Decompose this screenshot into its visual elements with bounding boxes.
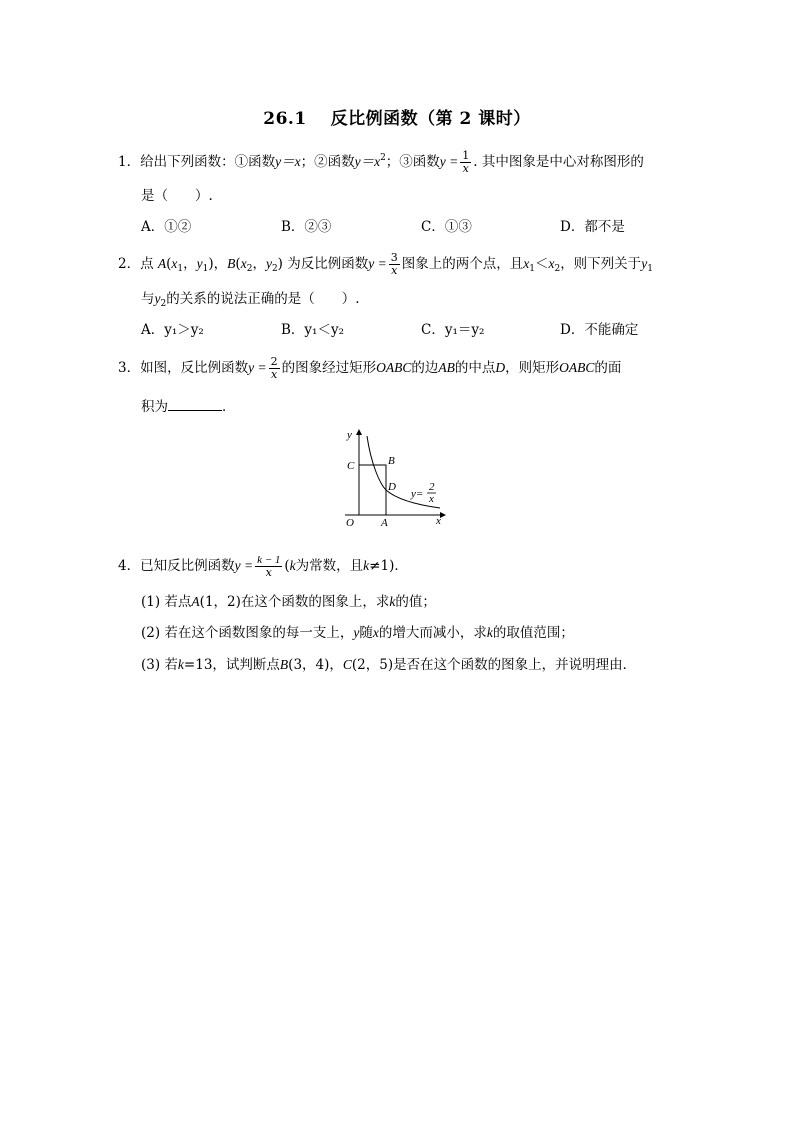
q2-text: 为反比例函数 — [287, 256, 369, 272]
var-x: x — [240, 256, 247, 271]
q1-text: 给出下列函数：①函数 — [140, 154, 276, 170]
fraction-numerator: 2 — [270, 355, 278, 368]
fraction-denominator: x — [270, 368, 278, 381]
q1-func3-lhs: y = — [439, 154, 459, 169]
rectangle-oabc — [359, 465, 386, 515]
q2-option-c: C．y₁＝y₂ — [421, 322, 485, 338]
point-b: B — [279, 657, 289, 672]
curve-label-lhs: y= — [411, 488, 424, 500]
q1-option-c: C．①③ — [421, 219, 472, 235]
label-c: C — [347, 460, 355, 472]
q1-line2: 是（ ）. — [141, 188, 213, 204]
fraction-numerator: k − 1 — [257, 554, 281, 566]
subscript: 1 — [647, 264, 653, 274]
var-y: y — [265, 256, 272, 271]
subscript: 1 — [202, 264, 209, 274]
q4-text: (1) 若点 — [141, 594, 192, 610]
label-a: A — [381, 517, 388, 529]
q2-line2 — [141, 289, 360, 314]
rect-name: OABC — [559, 360, 595, 375]
q3-number: 3． — [118, 360, 141, 376]
var-y: y — [641, 256, 648, 271]
q4-text: (2) 若在这个函数图象的每一支上， — [141, 625, 354, 641]
q1-func1: y＝x — [275, 154, 301, 169]
q3-text: ． — [222, 399, 236, 415]
label-x: x — [436, 515, 441, 527]
var-x: x — [372, 625, 379, 640]
q3-line1 — [118, 356, 621, 381]
var-y: y — [154, 291, 161, 306]
q1-option-d: D．都不是 — [560, 219, 625, 235]
q4-text: 的增大而减小，求 — [378, 625, 487, 641]
q4-func-lhs: y = — [234, 558, 254, 573]
q2-text: 与 — [141, 291, 155, 307]
q3-text: 积为 — [141, 399, 168, 415]
point-d: D — [495, 360, 506, 375]
q4-text: ( — [284, 558, 290, 574]
q3-text: 如图，反比例函数 — [140, 360, 249, 376]
answer-blank — [168, 396, 222, 411]
q3-fraction — [269, 356, 280, 381]
q4-text: 为常数，且 — [295, 558, 364, 574]
q2-option-d: D．不能确定 — [560, 322, 639, 338]
q4-part3 — [141, 655, 636, 675]
q3-text: 的图象经过矩形 — [281, 360, 377, 376]
less-than: ＜ — [534, 256, 549, 272]
point-b: B — [227, 256, 236, 271]
q1-option-b: B．②③ — [281, 219, 332, 235]
subscript: 2 — [246, 264, 253, 274]
q1-exponent: 2 — [380, 153, 386, 163]
side-name: AB — [438, 360, 455, 375]
q4-text: 已知反比例函数 — [140, 558, 235, 574]
point-a: A — [191, 594, 200, 609]
var-k: k — [363, 558, 370, 573]
label-b: B — [388, 455, 395, 467]
var-k: k — [289, 558, 296, 573]
fraction-denominator: x — [391, 264, 398, 277]
curve-label-den: x — [429, 493, 434, 505]
q4-text: (2，5)是否在这个函数的图象上，并说明理由． — [351, 657, 637, 673]
label-y: y — [347, 429, 352, 441]
page-title: 26.1 反比例函数（第 2 课时） — [263, 109, 531, 129]
q3-text: 的中点 — [454, 360, 496, 376]
fraction-numerator: 1 — [462, 149, 470, 162]
q4-text: =13，试判断点 — [183, 657, 280, 673]
q2-fraction — [389, 252, 400, 277]
q2-option-b: B．y₁＜y₂ — [281, 322, 344, 338]
q2-text: 点 — [140, 256, 154, 272]
q4-text: 的值； — [395, 594, 436, 610]
q1-text: . 其中图象是中心对称图形的 — [473, 154, 644, 170]
q3-text: 的面 — [594, 360, 622, 376]
var-y: y — [353, 625, 360, 640]
q4-text: 随 — [359, 625, 373, 641]
point-a: A — [157, 256, 167, 271]
subscript: 2 — [271, 264, 278, 274]
q2-line1: 2．点 $A(x_1$，$y_1$)，$B(x_2$，$y_2$) 为反比例函数y = $\frac{3}{x}$ 图象上的两个点，且$x_1<x_2$，则下列关于$y_1$ — [118, 251, 653, 277]
q2-number: 2． — [118, 256, 141, 272]
q3-text: ，则矩形 — [505, 360, 560, 376]
q1-number: 1． — [118, 154, 141, 170]
q3-func-lhs: y = — [248, 360, 267, 375]
var-k: k — [389, 594, 396, 609]
q3-line2 — [141, 396, 236, 417]
q4-part1 — [141, 592, 436, 612]
q4-text: (1，2)在这个函数的图象上，求 — [199, 594, 390, 610]
var-x: x — [523, 256, 530, 271]
q3-figure — [335, 424, 450, 530]
subscript: 1 — [177, 264, 184, 274]
q1-text: ；②函数 — [300, 154, 355, 170]
var-y: y — [196, 256, 203, 271]
q1-option-a: A．①② — [141, 219, 192, 235]
q1-func3-fraction — [460, 150, 471, 175]
q2-text: 的关系的说法正确的是（ ）. — [166, 291, 360, 307]
curve-label-num: 2 — [429, 481, 435, 493]
q2-func-lhs: y = — [368, 256, 387, 271]
subscript: 1 — [529, 264, 535, 274]
q2-option-a: A．y₁＞y₂ — [141, 322, 204, 338]
q4-line1 — [118, 554, 408, 579]
point-c: C — [342, 657, 352, 672]
q1-line1 — [118, 148, 644, 175]
q2-text: ，则下列关于 — [560, 256, 642, 272]
subscript: 2 — [554, 264, 561, 274]
label-o: O — [346, 517, 354, 529]
var-k: k — [486, 625, 493, 640]
q2-text: 图象上的两个点，且 — [401, 256, 524, 272]
fraction-denominator: x — [462, 162, 469, 175]
q4-fraction — [255, 554, 282, 579]
label-d: D — [388, 481, 396, 493]
q4-text: (3，4)， — [288, 657, 343, 673]
fraction-denominator: x — [265, 566, 272, 579]
q4-text: (3) 若 — [141, 657, 178, 673]
q3-text: 的边 — [411, 360, 439, 376]
q1-func2: y＝x — [354, 154, 381, 169]
q4-number: 4． — [118, 558, 141, 574]
q4-text: ≠1)． — [369, 558, 408, 574]
q4-text: 的取值范围； — [492, 625, 574, 641]
var-x: x — [171, 256, 178, 271]
fraction-numerator: 3 — [390, 251, 398, 264]
subscript: 2 — [160, 299, 167, 309]
var-k: k — [177, 657, 184, 672]
var-x: x — [548, 256, 555, 271]
q1-text: ；③函数 — [385, 154, 440, 170]
q4-part2 — [141, 623, 574, 643]
rect-name: OABC — [376, 360, 412, 375]
